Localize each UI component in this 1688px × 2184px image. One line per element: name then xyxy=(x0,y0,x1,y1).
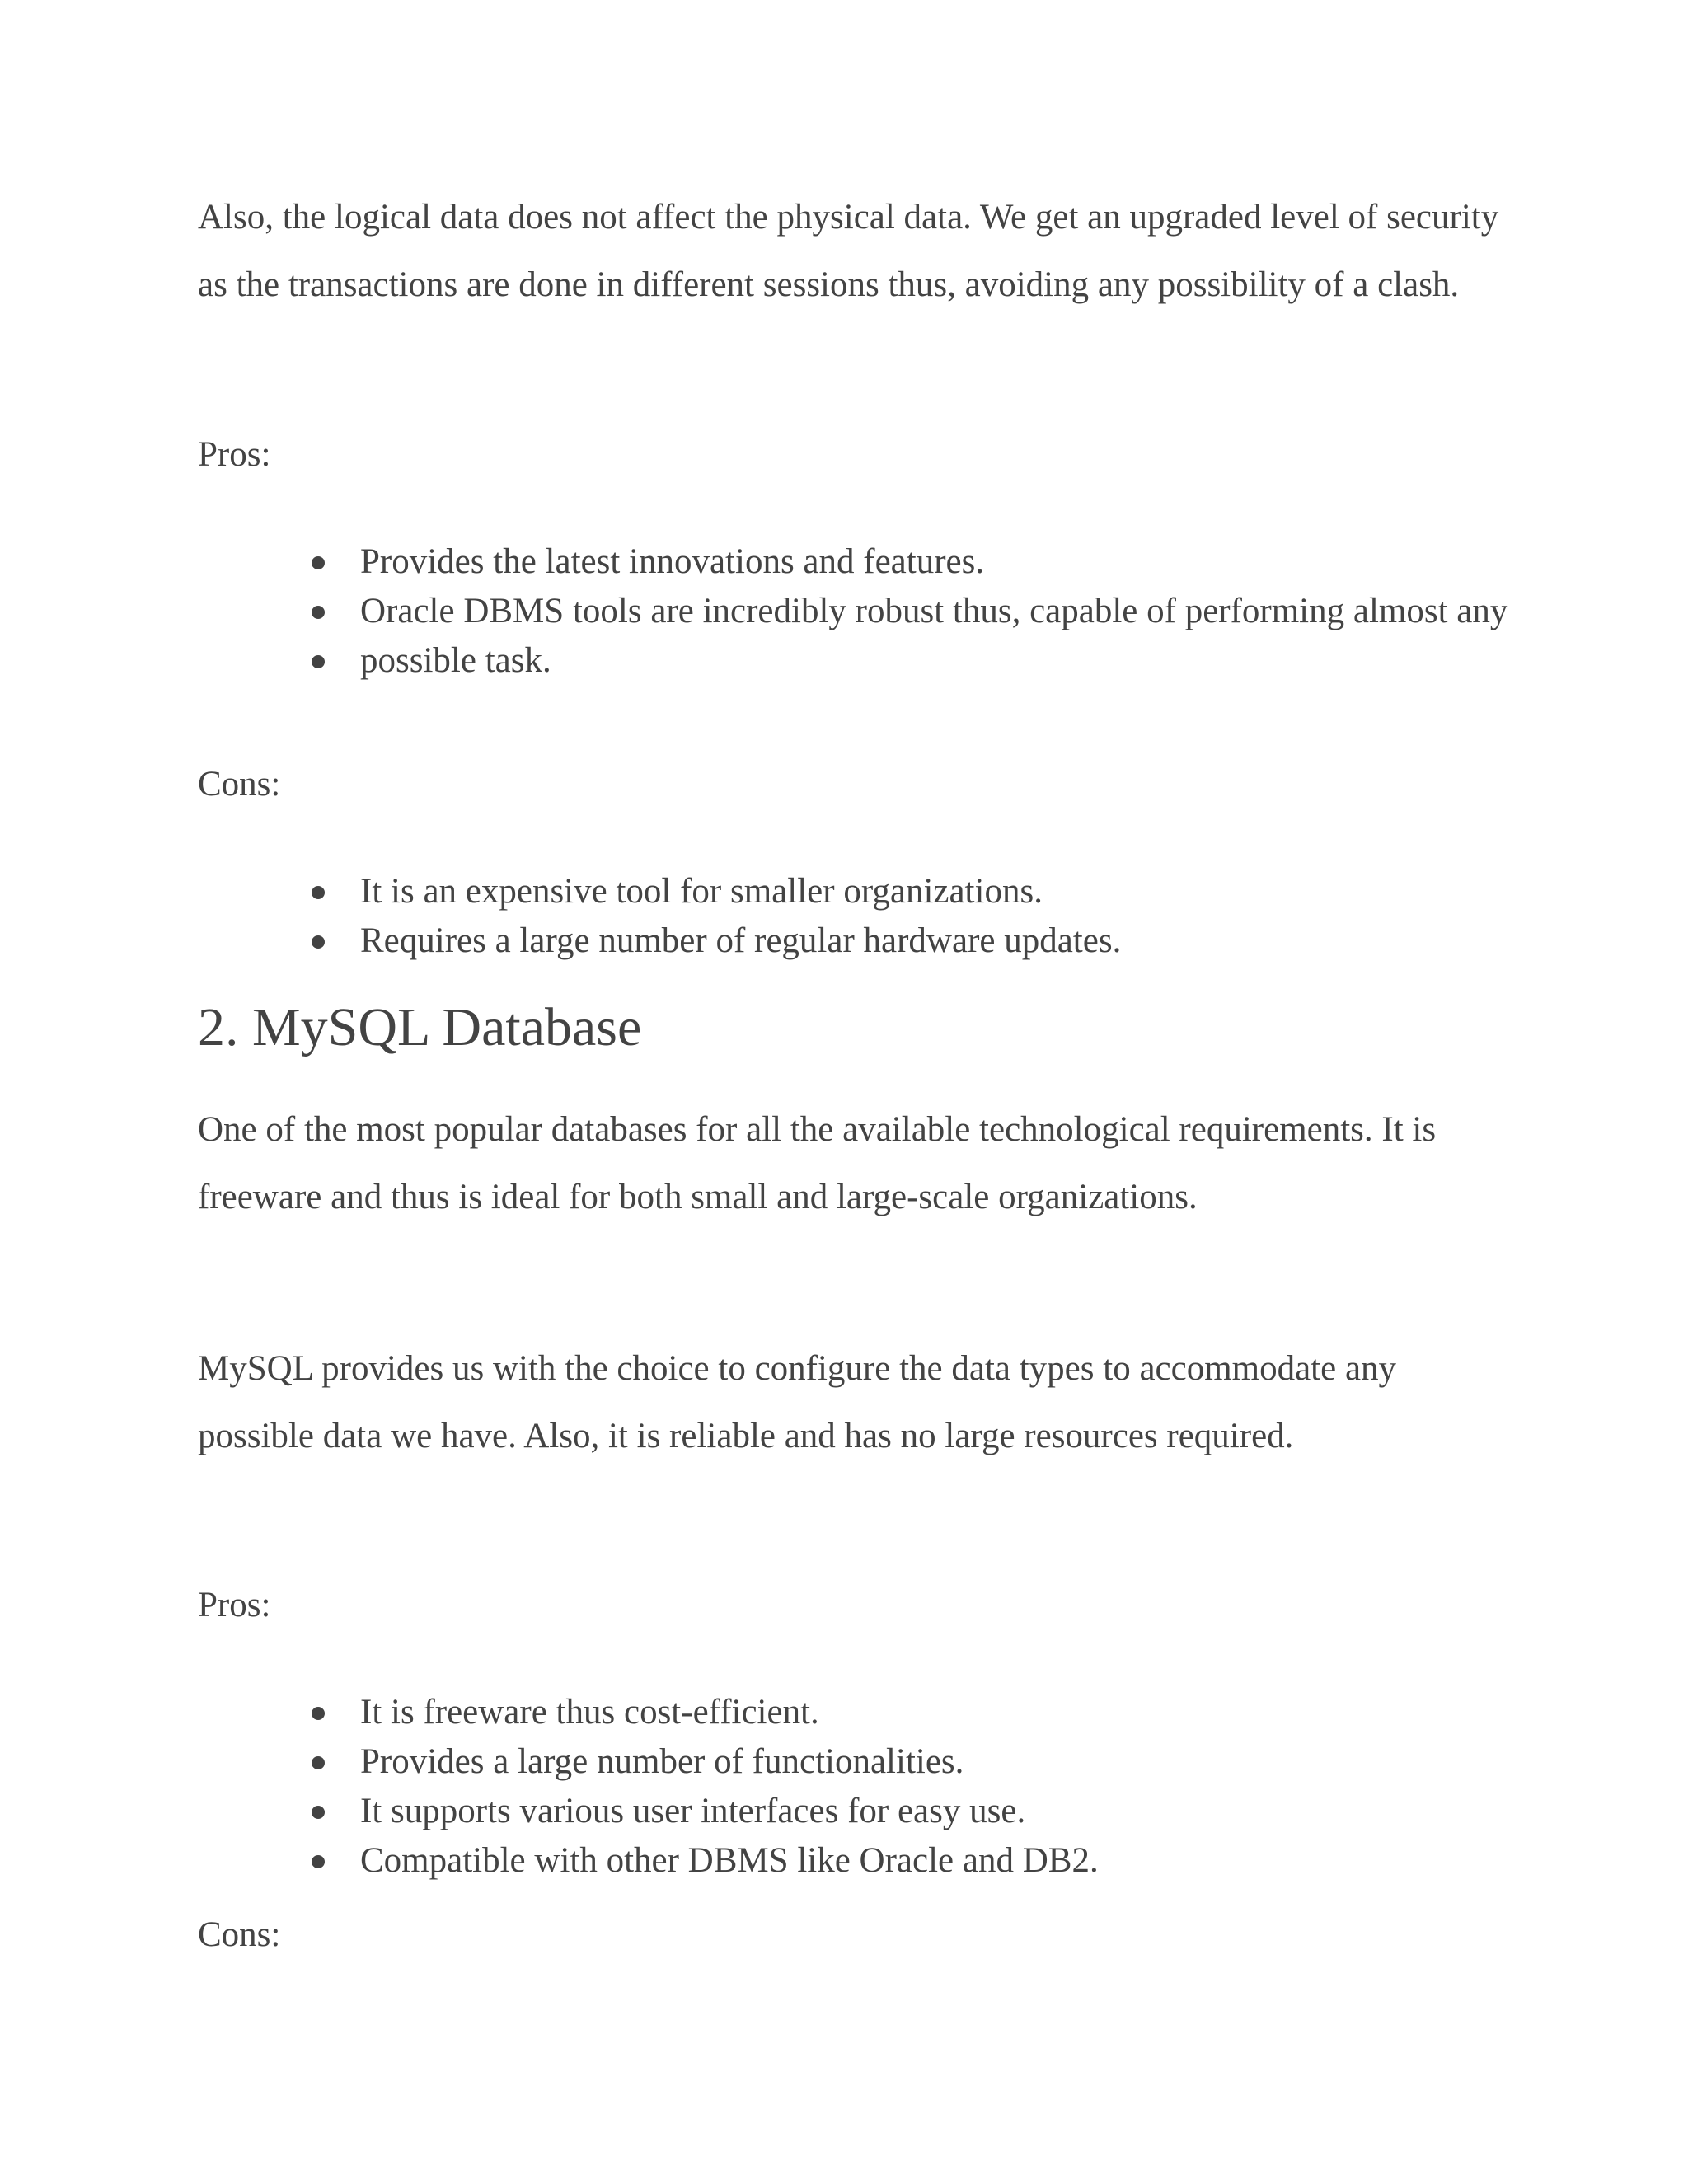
bullet-icon xyxy=(312,1855,325,1868)
list-item: Provides a large number of functionalities. xyxy=(198,1737,1517,1787)
bullet-icon xyxy=(312,1756,325,1769)
bullet-icon xyxy=(312,935,325,949)
bullet-icon xyxy=(312,556,325,569)
list-item: Provides the latest innovations and features. xyxy=(198,537,1517,587)
intro-paragraph: Also, the logical data does not affect the physical data. We get an upgraded level of security as the transactions are done in different sessions thus, avoiding any possibility of a clash. xyxy=(198,198,1499,304)
oracle-cons-list xyxy=(198,867,1517,966)
mysql-pros-list xyxy=(198,1688,1517,1886)
mysql-cons-label: Cons: xyxy=(198,1915,281,1954)
mysql-heading: 2. MySQL Database xyxy=(198,997,642,1057)
mysql-paragraph-2: MySQL provides us with the choice to configure the data types to accommodate any possible data we have. Also, it is reliable and has no large resources required. xyxy=(198,1349,1397,1455)
oracle-pros-list xyxy=(198,537,1517,686)
mysql-pros-label: Pros: xyxy=(198,1586,271,1624)
oracle-pros-label: Pros: xyxy=(198,435,271,474)
list-item: Oracle DBMS tools are incredibly robust thus, capable of performing almost any xyxy=(198,587,1517,636)
list-item: It is an expensive tool for smaller organizations. xyxy=(198,867,1517,916)
oracle-cons-label: Cons: xyxy=(198,765,281,804)
bullet-icon xyxy=(312,1707,325,1720)
list-item: Compatible with other DBMS like Oracle and DB2. xyxy=(198,1836,1517,1886)
bullet-icon xyxy=(312,655,325,668)
list-item: Requires a large number of regular hardware updates. xyxy=(198,916,1517,966)
bullet-icon xyxy=(312,1806,325,1819)
list-item: It is freeware thus cost-efficient. xyxy=(198,1688,1517,1737)
bullet-icon xyxy=(312,606,325,619)
bullet-icon xyxy=(312,886,325,899)
list-item: It supports various user interfaces for easy use. xyxy=(198,1787,1517,1836)
mysql-paragraph-1: One of the most popular databases for all the available technological requirements. It is freeware and thus is ideal for both small and large-scale organizations. xyxy=(198,1110,1437,1216)
list-item: possible task. xyxy=(198,636,1517,686)
